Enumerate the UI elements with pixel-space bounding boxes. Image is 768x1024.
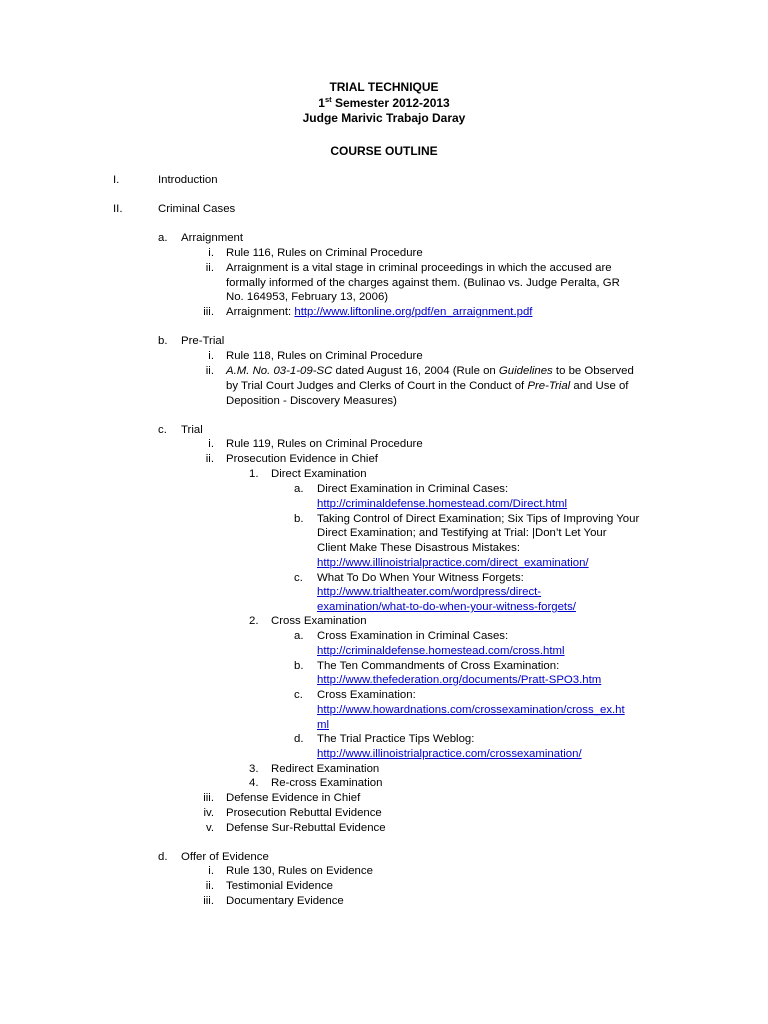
list-item-link-line [317,585,541,599]
list-item: Rule 130, Rules on Evidence [226,865,373,877]
list-item: Direct Examination in Criminal Cases: [317,483,509,495]
list-item: Testimonial Evidence [226,880,333,892]
subsection-number: d. [158,851,168,863]
arraignment-link[interactable]: http://www.liftonline.org/pdf/en_arraignment.pdf [294,306,533,318]
list-item: Rule 118, Rules on Criminal Procedure [226,350,423,362]
item-number: ii. [205,365,214,377]
list-item-link-line [317,747,582,761]
list-item: Documentary Evidence [226,895,344,907]
list-item: Arraignment is a vital stage in criminal proceedings in which the accused are [226,262,612,274]
list-item-continuation: Client Make These Disastrous Mistakes: [317,542,520,554]
list-item-link-line [317,673,601,687]
list-item-continuation: Deposition - Discovery Measures) [226,395,397,407]
item-number: b. [294,513,304,525]
item-number: 1. [249,468,259,480]
section-introduction: Introduction [158,174,218,186]
section-criminal-cases: Criminal Cases [158,203,236,215]
list-item-link-line [317,644,565,658]
list-item: Cross Examination in Criminal Cases: [317,630,509,642]
list-item: Re-cross Examination [271,777,383,789]
list-item: What To Do When Your Witness Forgets: [317,572,524,584]
subsection-number: c. [158,424,167,436]
list-item-link-line [317,497,567,511]
list-item: Defense Evidence in Chief [226,792,361,804]
subsection-offer-of-evidence: Offer of Evidence [181,851,269,863]
list-item-link-line [317,703,625,717]
item-number: a. [294,630,304,642]
list-item: Redirect Examination [271,763,380,775]
trial-practice-weblog-link[interactable]: http://www.illinoistrialpractice.com/crossexamination/ [317,748,582,760]
list-item: Prosecution Rebuttal Evidence [226,807,382,819]
list-item-continuation: formally informed of the charges against them. (Bulinao vs. Judge Peralta, GR [226,277,620,289]
item-number: i. [208,438,214,450]
judge-name: Judge Marivic Trabajo Daray [302,111,466,125]
item-number: c. [294,689,303,701]
direct-examination-heading: Direct Examination [271,468,367,480]
list-item-continuation: No. 164953, February 13, 2006) [226,291,389,303]
item-number: 3. [249,763,259,775]
semester-superscript: st [324,95,332,104]
list-item: Prosecution Evidence in Chief [226,453,378,465]
item-number: iii. [203,792,214,804]
semester-text: Semester 2012-2013 [331,96,450,110]
list-item-link-line [317,556,589,570]
direct-exam-illinois-link[interactable]: http://www.illinoistrialpractice.com/direct_examination/ [317,557,589,569]
list-item-link-line [317,718,329,732]
item-number: i. [208,350,214,362]
item-number: ii. [205,262,214,274]
section-number-ii: II. [113,203,123,215]
list-item: Taking Control of Direct Examination; Six Tips of Improving Your [317,513,640,525]
cross-exam-criminal-link[interactable]: http://criminaldefense.homestead.com/cross.html [317,645,565,657]
semester-number: 1 [318,96,325,110]
list-item-link-line [317,600,576,614]
howard-nations-link[interactable]: http://www.howardnations.com/crossexamination/cross_ex.ht [317,704,625,716]
list-item: Defense Sur-Rebuttal Evidence [226,822,386,834]
list-item: Rule 119, Rules on Criminal Procedure [226,438,423,450]
section-number-i: I. [113,174,120,186]
item-number: v. [205,822,214,834]
document-title: TRIAL TECHNIQUE [329,80,439,94]
course-outline-heading: COURSE OUTLINE [330,144,438,158]
item-number: 4. [249,777,259,789]
ten-commandments-link[interactable]: http://www.thefederation.org/documents/Pratt-SPO3.htm [317,674,602,686]
item-number: 2. [249,615,259,627]
subsection-pre-trial: Pre-Trial [181,335,225,347]
list-item: Arraignment: http://www.liftonline.org/pdf/en_arraignment.pdf [226,306,533,318]
item-number: iii. [203,895,214,907]
direct-exam-criminal-link[interactable]: http://criminaldefense.homestead.com/Direct.html [317,498,568,510]
witness-forgets-link[interactable]: http://www.trialtheater.com/wordpress/direct- [317,586,542,598]
witness-forgets-link-continued[interactable]: examination/what-to-do-when-your-witness-forgets/ [317,601,576,613]
list-item: The Ten Commandments of Cross Examination: [317,660,560,672]
item-number: i. [208,865,214,877]
item-number: i. [208,247,214,259]
list-item-continuation: Direct Examination; and Testifying at Trial: |Don’t Let Your [317,527,607,539]
list-item: The Trial Practice Tips Weblog: [317,733,475,745]
item-number: d. [294,733,304,745]
item-number: c. [294,572,303,584]
list-item-continuation: by Trial Court Judges and Clerks of Court in the Conduct of Pre-Trial and Use of [226,380,629,392]
item-number: ii. [205,453,214,465]
semester-line [0,95,768,110]
subsection-number: a. [158,232,168,244]
item-number: a. [294,483,304,495]
item-number: iv. [203,807,214,819]
list-item: Rule 116, Rules on Criminal Procedure [226,247,423,259]
subsection-number: b. [158,335,168,347]
subsection-trial: Trial [181,424,203,436]
list-item: Cross Examination: [317,689,416,701]
cross-examination-heading: Cross Examination [271,615,367,627]
item-number: b. [294,660,304,672]
howard-nations-link-continued[interactable]: ml [317,719,330,731]
list-item: A.M. No. 03-1-09-SC dated August 16, 2004 (Rule on Guidelines to be Observed [226,365,634,377]
subsection-arraignment: Arraignment [181,232,244,244]
item-number: ii. [205,880,214,892]
item-number: iii. [203,306,214,318]
